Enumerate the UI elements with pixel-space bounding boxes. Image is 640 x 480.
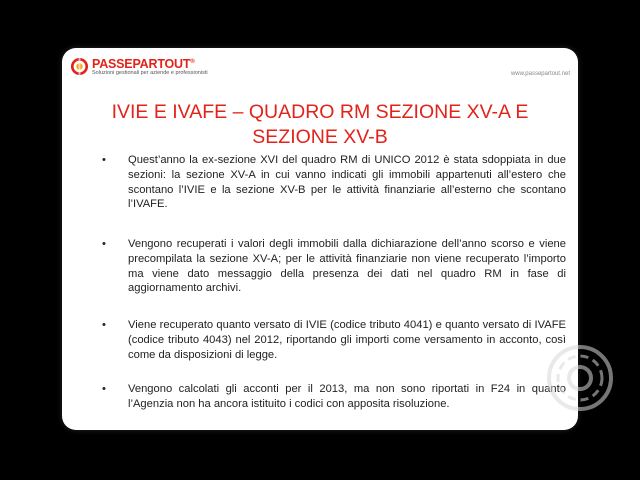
bullet-text: Vengono recuperati i valori degli immobili dalla dichiarazione dell’anno scorso e viene precompilata la sezione XV-A; per le attività finanziarie non viene recuperato l’importo ma viene dato messaggio della presenza dei dati nel quadro RM in fase di aggiornamento archivi. bbox=[128, 238, 566, 295]
slide-title bbox=[62, 100, 578, 150]
watermark-seal-icon bbox=[545, 343, 615, 413]
brand-name: PASSEPARTOUT® bbox=[92, 57, 195, 72]
slide bbox=[62, 48, 578, 430]
website-url: www.passepartout.net bbox=[510, 71, 570, 77]
bullet-item bbox=[92, 237, 566, 296]
brand-tagline: Soluzioni gestionali per aziende e professionisti bbox=[92, 70, 208, 76]
bullet-item bbox=[92, 318, 566, 362]
bullet-marker: • bbox=[102, 319, 106, 331]
title-line-1: IVIE E IVAFE – QUADRO RM SEZIONE XV-A E bbox=[111, 101, 529, 123]
slide-header bbox=[62, 48, 578, 84]
bullet-item bbox=[92, 382, 566, 412]
bullet-text: Quest’anno la ex-sezione XVI del quadro RM di UNICO 2012 è stata sdoppiata in due sezioni: la sezione XV-A in cui vanno indicati gli immobili appartenuti all’estero che scontano l’IVIE e la sezione XV-B per le attività finanziarie all’esterno che scontano l’IVAFE. bbox=[128, 154, 566, 211]
bullet-text: Vengono calcolati gli acconti per il 2013, ma non sono riportati in F24 in quanto l’Agenzia non ha ancora istituito i codici con apposita risoluzione. bbox=[128, 383, 566, 410]
passepartout-logo-icon bbox=[70, 57, 89, 76]
bullet-marker: • bbox=[102, 383, 106, 395]
bullet-text: Viene recuperato quanto versato di IVIE (codice tributo 4041) e quanto versato di IVAFE (codice tributo 4043) nel 2012, riportando gli importi come versamento in acconto, così come da disposizioni di legge. bbox=[128, 319, 566, 361]
bullet-item bbox=[92, 153, 566, 212]
bullet-marker: • bbox=[102, 238, 106, 250]
title-line-2: SEZIONE XV-B bbox=[252, 126, 388, 148]
bullet-marker: • bbox=[102, 154, 106, 166]
